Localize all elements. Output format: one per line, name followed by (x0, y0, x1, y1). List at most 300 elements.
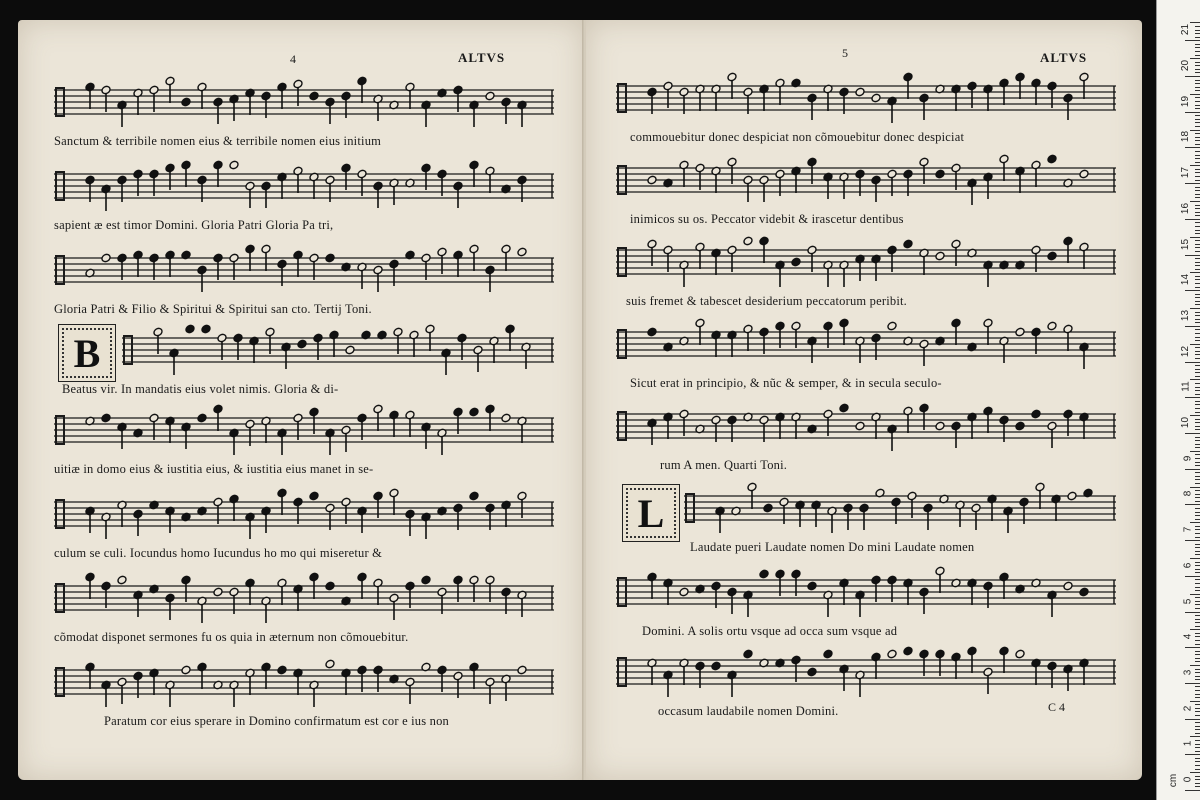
ruler-tick (1195, 87, 1200, 88)
ruler-tick (1185, 540, 1200, 541)
running-head-left: ALTVS (458, 50, 506, 65)
page-number-left: 4 (290, 52, 296, 66)
note-head (1015, 327, 1026, 337)
ruler-tick (1195, 619, 1200, 620)
ruler-tick (1195, 365, 1200, 366)
ruler-tick (1195, 765, 1200, 766)
ruler-label: 16 (1179, 202, 1191, 214)
note-head (517, 247, 528, 257)
lyric-line: sapient æ est timor Domini. Gloria Patri Gloria Pa tri, (54, 218, 334, 232)
ruler-tick (1195, 786, 1200, 787)
ruler-tick (1195, 47, 1200, 48)
ruler-tick (1195, 697, 1200, 698)
note-head (1047, 154, 1058, 164)
ruler-tick (1195, 269, 1200, 270)
ruler-tick (1195, 297, 1200, 298)
ruler-tick (1195, 776, 1200, 777)
ruler-tick (1195, 640, 1200, 641)
ruler-tick (1195, 72, 1200, 73)
ruler-tick (1195, 372, 1200, 373)
ruler-tick (1195, 322, 1200, 323)
ruler-tick (1195, 172, 1200, 173)
ruler-tick (1195, 97, 1200, 98)
ruler-tick (1195, 690, 1200, 691)
ruler-tick (1195, 704, 1200, 705)
ruler-tick (1185, 612, 1200, 613)
note-head (501, 413, 512, 423)
ruler-tick (1185, 433, 1200, 434)
ruler-tick (1190, 22, 1200, 23)
ruler-tick (1195, 197, 1200, 198)
ruler-tick (1195, 387, 1200, 388)
ruler-tick (1195, 587, 1200, 588)
page-number-right: 5 (842, 46, 848, 60)
ruler-tick (1195, 108, 1200, 109)
note-head (309, 91, 320, 101)
note-head (679, 587, 690, 597)
ruler-tick (1195, 69, 1200, 70)
music-system (54, 488, 554, 568)
ruler-tick (1195, 769, 1200, 770)
note-head (871, 93, 882, 103)
music-system (616, 400, 1116, 480)
ruler-tick (1195, 711, 1200, 712)
ruler-tick (1195, 315, 1200, 316)
ruler-tick (1195, 483, 1200, 484)
music-system (54, 244, 554, 324)
ruler-tick (1195, 422, 1200, 423)
ruler-tick (1195, 265, 1200, 266)
ruler-tick (1195, 694, 1200, 695)
ruler-tick (1195, 101, 1200, 102)
ruler-tick (1185, 183, 1200, 184)
ruler-label: 3 (1182, 669, 1194, 676)
ruler-tick (1195, 465, 1200, 466)
music-system (616, 566, 1116, 646)
lyric-line: suis fremet & tabescet desiderium peccatorum peribit. (626, 294, 907, 308)
note-head (309, 491, 320, 501)
ruler-unit-label: cm (1168, 773, 1180, 788)
ruler-tick (1195, 340, 1200, 341)
ruler-tick (1195, 512, 1200, 513)
ruler-tick (1195, 283, 1200, 284)
ruler-tick (1195, 658, 1200, 659)
staff (616, 72, 1116, 128)
ruler-tick (1195, 454, 1200, 455)
ruler-tick (1185, 112, 1200, 113)
ruler-label: 5 (1182, 598, 1194, 604)
ruler-label: 20 (1179, 59, 1191, 72)
ruler-tick (1195, 429, 1200, 430)
ruler-tick (1195, 551, 1200, 552)
ruler-tick (1190, 415, 1200, 416)
ruler-tick (1185, 397, 1200, 398)
note-head (1079, 169, 1090, 179)
ruler-tick (1195, 151, 1200, 152)
ruler-tick (1195, 329, 1200, 330)
ruler-tick (1195, 751, 1200, 752)
ruler-tick (1190, 237, 1200, 238)
ruler-tick (1195, 676, 1200, 677)
ruler-tick (1195, 533, 1200, 534)
note-head (1067, 491, 1078, 501)
music-system (616, 236, 1116, 316)
lyric-line: Paratum cor eius sperare in Domino confirmatum est cor e ius non (104, 714, 450, 728)
ruler-tick (1195, 347, 1200, 348)
ruler-tick (1195, 212, 1200, 213)
ruler-tick (1195, 565, 1200, 566)
ruler-tick (1190, 379, 1200, 380)
ruler-label: 2 (1182, 705, 1194, 711)
ruler-tick (1195, 390, 1200, 391)
note-head (759, 569, 770, 579)
ruler-tick (1195, 65, 1200, 66)
ruler-tick (1185, 790, 1200, 791)
staff (54, 76, 554, 132)
music-system (616, 72, 1116, 152)
ruler-tick (1195, 437, 1200, 438)
note-head (935, 251, 946, 261)
ruler-label: 0 (1182, 776, 1194, 783)
ruler-tick (1185, 362, 1200, 363)
ruler-label: 18 (1179, 131, 1191, 143)
ruler-tick (1195, 476, 1200, 477)
ruler-label: 13 (1179, 309, 1191, 321)
ruler-tick (1195, 590, 1200, 591)
music-system (54, 76, 554, 156)
ruler-tick (1195, 376, 1200, 377)
lyric-line: Sicut erat in principio, & nũc & semper, & in secula seculo- (630, 376, 942, 390)
ruler-tick (1195, 140, 1200, 141)
ruler-tick (1195, 562, 1200, 563)
ruler-tick (1195, 119, 1200, 120)
ruler-tick (1195, 180, 1200, 181)
left-page (18, 20, 584, 780)
ruler-tick (1185, 40, 1200, 41)
ruler-label: 6 (1182, 562, 1194, 569)
ruler-tick (1190, 344, 1200, 345)
note-head (823, 649, 834, 659)
ruler-tick (1195, 258, 1200, 259)
ruler-tick (1195, 440, 1200, 441)
note-head (345, 345, 356, 355)
note-head (807, 581, 818, 591)
staff (122, 324, 554, 380)
ruler-tick (1195, 679, 1200, 680)
note-head (855, 87, 866, 97)
note-head (101, 413, 112, 423)
ruler-tick (1195, 404, 1200, 405)
ruler-tick (1195, 233, 1200, 234)
ruler-tick (1195, 686, 1200, 687)
ruler-tick (1195, 726, 1200, 727)
ruler-label: 21 (1179, 24, 1191, 36)
ruler-tick (1195, 747, 1200, 748)
ruler-tick (1195, 33, 1200, 34)
ruler-tick (1195, 597, 1200, 598)
note-head (935, 169, 946, 179)
note-head (229, 160, 240, 170)
ruler-tick (1190, 308, 1200, 309)
ruler-tick (1195, 472, 1200, 473)
ruler-tick (1195, 604, 1200, 605)
ruler-tick (1195, 654, 1200, 655)
ruler-tick (1195, 501, 1200, 502)
ruler-tick (1195, 783, 1200, 784)
note-head (485, 91, 496, 101)
ruler-tick (1195, 158, 1200, 159)
ruler-tick (1190, 522, 1200, 523)
lyric-line: Sanctum & terribile nomen eius & terribile nomen eius initium (54, 134, 382, 148)
lyric-line: Gloria Patri & Filio & Spiritui & Spiritui san cto. Tertij Toni. (54, 302, 372, 316)
ruler-tick (1195, 615, 1200, 616)
note-head (325, 581, 336, 591)
ruler-tick (1195, 444, 1200, 445)
ruler-tick (1195, 608, 1200, 609)
staff (54, 160, 554, 216)
note-head (181, 97, 192, 107)
running-head-right: ALTVS (1040, 50, 1088, 65)
decorated-initial-b: B (58, 324, 116, 382)
note-head (277, 665, 288, 675)
note-head (1063, 581, 1074, 591)
music-system (54, 656, 554, 736)
note-head (711, 661, 722, 671)
staff (684, 482, 1116, 538)
ruler-tick (1195, 51, 1200, 52)
ruler-tick (1190, 558, 1200, 559)
staff (616, 154, 1116, 210)
ruler-tick (1195, 669, 1200, 670)
ruler-tick (1195, 294, 1200, 295)
ruler-tick (1195, 547, 1200, 548)
ruler-tick (1195, 37, 1200, 38)
ruler-tick (1195, 333, 1200, 334)
ruler-tick (1195, 497, 1200, 498)
note-head (469, 407, 480, 417)
ruler-tick (1195, 144, 1200, 145)
ruler-tick (1190, 272, 1200, 273)
ruler-tick (1190, 772, 1200, 773)
note-head (325, 659, 336, 669)
ruler-tick (1185, 719, 1200, 720)
ruler-tick (1195, 90, 1200, 91)
ruler-tick (1190, 165, 1200, 166)
ruler-label: 8 (1182, 491, 1194, 497)
staff (616, 400, 1116, 456)
ruler-tick (1195, 494, 1200, 495)
ruler-tick (1185, 290, 1200, 291)
lyric-line: culum se culi. Iocundus homo Iucundus ho mo qui miseretur & (54, 546, 383, 560)
note-head (903, 646, 914, 656)
decorated-initial-l: L (622, 484, 680, 542)
ruler-tick (1195, 394, 1200, 395)
ruler-tick (1195, 715, 1200, 716)
ruler-tick (1185, 683, 1200, 684)
lyric-line: Laudate pueri Laudate nomen Do mini Laudate nomen (690, 540, 975, 554)
ruler-tick (1195, 722, 1200, 723)
lyric-line: commouebitur donec despiciat non cõmouebitur donec despiciat (630, 130, 965, 144)
ruler-tick (1195, 758, 1200, 759)
ruler-tick (1195, 661, 1200, 662)
music-system (616, 318, 1116, 398)
ruler-tick (1195, 519, 1200, 520)
music-system (54, 160, 554, 240)
ruler-tick (1185, 576, 1200, 577)
note-head (1047, 251, 1058, 261)
ruler-tick (1195, 369, 1200, 370)
note-head (903, 239, 914, 249)
staff (54, 404, 554, 460)
lyric-line: inimicos su os. Peccator videbit & irascetur dentibus (630, 212, 904, 226)
ruler-tick (1195, 262, 1200, 263)
note-head (647, 175, 658, 185)
note-head (325, 253, 336, 263)
ruler-label: 9 (1182, 455, 1194, 461)
staff (616, 566, 1116, 622)
ruler-tick (1195, 80, 1200, 81)
ruler-tick (1195, 554, 1200, 555)
ruler-tick (1195, 337, 1200, 338)
ruler-tick (1195, 744, 1200, 745)
ruler-tick (1195, 729, 1200, 730)
note-head (185, 324, 196, 334)
ruler-tick (1195, 490, 1200, 491)
ruler-tick (1190, 487, 1200, 488)
note-head (421, 575, 432, 585)
ruler-tick (1195, 458, 1200, 459)
ruler-tick (1195, 740, 1200, 741)
ruler-label: 14 (1179, 274, 1191, 286)
ruler-tick (1185, 504, 1200, 505)
staff (54, 488, 554, 544)
ruler-tick (1195, 651, 1200, 652)
ruler-tick (1195, 779, 1200, 780)
note-head (197, 413, 208, 423)
ruler-label: 11 (1180, 381, 1192, 392)
ruler-label: 10 (1179, 416, 1191, 429)
ruler-tick (1195, 26, 1200, 27)
ruler-tick (1195, 137, 1200, 138)
ruler-tick (1190, 130, 1200, 131)
ruler-label: 4 (1182, 633, 1194, 640)
ruler-tick (1195, 301, 1200, 302)
note-head (117, 575, 128, 585)
ruler-tick (1185, 469, 1200, 470)
ruler-tick (1195, 447, 1200, 448)
note-head (935, 421, 946, 431)
note-head (1015, 421, 1026, 431)
note-head (1047, 321, 1058, 331)
ruler-label: 7 (1182, 526, 1194, 533)
signature-mark: C 4 (1048, 700, 1066, 714)
ruler-tick (1195, 354, 1200, 355)
ruler-tick (1195, 187, 1200, 188)
staff (54, 572, 554, 628)
ruler-tick (1195, 287, 1200, 288)
ruler-tick (1195, 194, 1200, 195)
note-head (855, 421, 866, 431)
ruler-tick (1195, 761, 1200, 762)
note-head (181, 665, 192, 675)
ruler-tick (1190, 736, 1200, 737)
ruler-tick (1185, 76, 1200, 77)
ruler-tick (1195, 636, 1200, 637)
ruler-tick (1195, 155, 1200, 156)
note-head (887, 321, 898, 331)
note-head (1015, 649, 1026, 659)
ruler-tick (1195, 358, 1200, 359)
note-head (517, 665, 528, 675)
ruler-tick (1190, 94, 1200, 95)
ruler-tick (1190, 201, 1200, 202)
lyric-line: Domini. A solis ortu vsque ad occa sum vsque ad (642, 624, 898, 638)
ruler-tick (1195, 544, 1200, 545)
ruler-tick (1195, 419, 1200, 420)
ruler-tick (1195, 279, 1200, 280)
ruler-tick (1190, 594, 1200, 595)
ruler-label: 19 (1179, 95, 1191, 107)
ruler-tick (1195, 230, 1200, 231)
ruler-label: 1 (1182, 741, 1194, 747)
ruler-tick (1195, 383, 1200, 384)
ruler-tick (1185, 326, 1200, 327)
note-head (1031, 409, 1042, 419)
note-head (839, 403, 850, 413)
ruler-tick (1185, 255, 1200, 256)
music-system (62, 324, 554, 404)
ruler-tick (1195, 401, 1200, 402)
ruler-label: 17 (1179, 167, 1191, 179)
lyric-line: cõmodat disponet sermones fu os quia in æternum non cõmouebitur. (54, 630, 409, 644)
ruler-tick (1195, 408, 1200, 409)
music-system (54, 404, 554, 484)
ruler-tick (1190, 58, 1200, 59)
ruler-tick (1195, 644, 1200, 645)
ruler-tick (1195, 426, 1200, 427)
ruler-tick (1195, 176, 1200, 177)
ruler-tick (1195, 601, 1200, 602)
ruler-tick (1195, 583, 1200, 584)
ruler-tick (1195, 62, 1200, 63)
ruler-tick (1195, 251, 1200, 252)
ruler-tick (1195, 304, 1200, 305)
music-system (616, 154, 1116, 234)
ruler-label: 15 (1179, 238, 1191, 250)
note-head (469, 491, 480, 501)
note-head (743, 649, 754, 659)
ruler-tick (1190, 701, 1200, 702)
music-system (616, 646, 1116, 726)
ruler-tick (1195, 226, 1200, 227)
staff (54, 244, 554, 300)
lyric-line: uitiæ in domo eius & iustitia eius, & iustitia eius manet in se- (54, 462, 374, 476)
measurement-ruler (1156, 0, 1200, 800)
ruler-tick (1195, 126, 1200, 127)
music-system (54, 572, 554, 652)
ruler-tick (1195, 55, 1200, 56)
ruler-tick (1195, 169, 1200, 170)
ruler-tick (1195, 579, 1200, 580)
ruler-tick (1195, 351, 1200, 352)
ruler-tick (1185, 647, 1200, 648)
ruler-tick (1195, 44, 1200, 45)
ruler-tick (1195, 190, 1200, 191)
note-head (887, 649, 898, 659)
ruler-tick (1195, 215, 1200, 216)
ruler-tick (1195, 122, 1200, 123)
ruler-tick (1185, 147, 1200, 148)
